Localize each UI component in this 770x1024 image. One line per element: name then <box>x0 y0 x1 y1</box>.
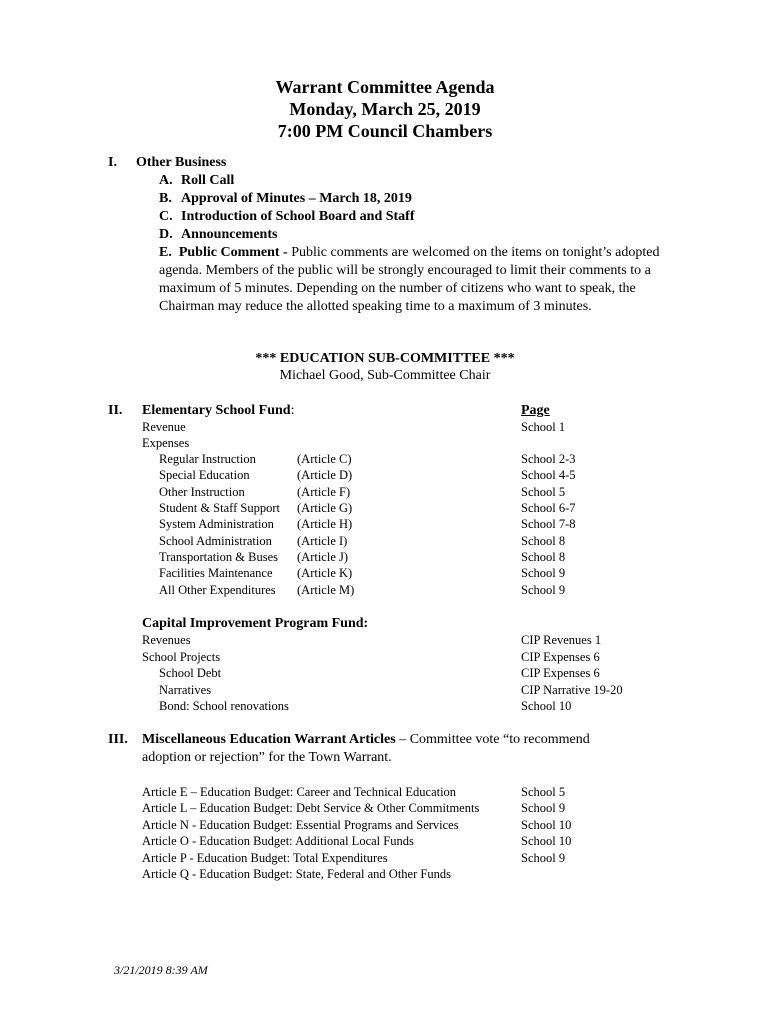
expense-article: (Article H) <box>297 517 353 531</box>
expense-name: Transportation & Buses <box>159 550 278 564</box>
article-item: Article O - Education Budget: Additional Local Funds <box>142 834 414 848</box>
item-letter: B. <box>159 191 172 206</box>
revenue-label: Revenue <box>142 420 186 434</box>
article-item: Article E – Education Budget: Career and Technical Education <box>142 785 457 799</box>
cip-row-page: CIP Expenses 6 <box>521 650 600 664</box>
section-3-title-line <box>142 732 590 749</box>
expense-name: System Administration <box>159 517 274 531</box>
public-comment-label: Public Comment - <box>178 245 288 260</box>
expense-page: School 2-3 <box>521 452 576 466</box>
footer-timestamp: 3/21/2019 8:39 AM <box>114 963 208 977</box>
expense-article: (Article G) <box>297 501 353 515</box>
article-page: School 10 <box>521 818 572 832</box>
expense-name: Special Education <box>159 468 250 482</box>
meeting-date: Monday, March 25, 2019 <box>289 99 481 119</box>
cip-row-label: School Debt <box>159 666 222 680</box>
item-announcements: Announcements <box>181 227 278 242</box>
subcommittee-chair: Michael Good, Sub-Committee Chair <box>279 368 491 383</box>
cip-row-label: School Projects <box>142 650 221 664</box>
cip-row-page: CIP Revenues 1 <box>521 633 602 647</box>
article-page: School 5 <box>521 785 566 799</box>
expense-page: School 8 <box>521 550 566 564</box>
expense-article: (Article D) <box>297 468 353 482</box>
article-item: Article L – Education Budget: Debt Service & Other Commitments <box>142 801 480 815</box>
item-letter: D. <box>159 227 173 242</box>
section-2-title: Elementary School Fund <box>142 403 291 418</box>
article-item: Article P - Education Budget: Total Expenditures <box>142 851 388 865</box>
section-3-numeral: III. <box>108 732 128 747</box>
expense-article: (Article I) <box>297 534 348 548</box>
expense-article: (Article F) <box>297 485 351 499</box>
section-1-title: Other Business <box>136 155 227 170</box>
section-3-title: Miscellaneous Education Warrant Articles <box>142 732 396 747</box>
expense-name: Other Instruction <box>159 485 245 499</box>
agenda-title: Warrant Committee Agenda <box>275 77 495 97</box>
public-comment-text: Public comments are welcomed on the items on tonight’s adopted agenda. Members of the public will be strongly encouraged to limit their comments to a maximum of 5 minutes. Depending on the number of citizens who want to speak, the Chairman may reduce the allotted speaking time to a maximum of 3 minutes. <box>159 245 660 314</box>
item-letter: E. <box>159 245 172 260</box>
expense-name: Student & Staff Support <box>159 501 280 515</box>
article-page: School 9 <box>521 801 566 815</box>
expense-name: School Administration <box>159 534 272 548</box>
section-1-numeral: I. <box>108 155 117 170</box>
expense-page: School 9 <box>521 566 566 580</box>
cip-row-label: Narratives <box>159 683 212 697</box>
item-introduction: Introduction of School Board and Staff <box>181 209 415 224</box>
expense-page: School 6-7 <box>521 501 576 515</box>
revenue-page: School 1 <box>521 420 566 434</box>
section-2-title-line <box>142 403 294 420</box>
item-roll-call: Roll Call <box>181 173 235 188</box>
expenses-label: Expenses <box>142 436 190 450</box>
page-column-header: Page <box>521 403 550 418</box>
cip-row-page: School 10 <box>521 699 572 713</box>
article-page: School 9 <box>521 851 566 865</box>
expense-page: School 8 <box>521 534 566 548</box>
section-3-desc-line2: adoption or rejection” for the Town Warrant. <box>142 750 392 765</box>
expense-page: School 5 <box>521 485 566 499</box>
expense-name: All Other Expenditures <box>159 583 276 597</box>
section-2-numeral: II. <box>108 403 123 418</box>
item-letter: A. <box>159 173 173 188</box>
article-item: Article N - Education Budget: Essential Programs and Services <box>142 818 459 832</box>
section-2-colon: : <box>290 403 295 418</box>
article-page: School 10 <box>521 834 572 848</box>
expense-article: (Article C) <box>297 452 352 466</box>
expense-name: Facilities Maintenance <box>159 566 273 580</box>
expense-article: (Article M) <box>297 583 355 597</box>
cip-row-label: Revenues <box>142 633 191 647</box>
public-comment-paragraph <box>159 244 669 316</box>
cip-row-page: CIP Expenses 6 <box>521 666 600 680</box>
expense-page: School 9 <box>521 583 566 597</box>
cip-row-label: Bond: School renovations <box>159 699 289 713</box>
item-letter: C. <box>159 209 173 224</box>
cip-title: Capital Improvement Program Fund: <box>142 616 369 631</box>
expense-article: (Article K) <box>297 566 353 580</box>
item-approval-of-minutes: Approval of Minutes – March 18, 2019 <box>181 191 412 206</box>
expense-name: Regular Instruction <box>159 452 256 466</box>
expense-article: (Article J) <box>297 550 349 564</box>
cip-row-page: CIP Narrative 19-20 <box>521 683 623 697</box>
subcommittee-title: *** EDUCATION SUB-COMMITTEE *** <box>255 351 515 366</box>
expense-page: School 4-5 <box>521 468 576 482</box>
article-item: Article Q - Education Budget: State, Federal and Other Funds <box>142 867 451 881</box>
section-3-desc: – Committee vote “to recommend <box>395 732 590 747</box>
expense-page: School 7-8 <box>521 517 576 531</box>
meeting-time-location: 7:00 PM Council Chambers <box>277 121 493 141</box>
